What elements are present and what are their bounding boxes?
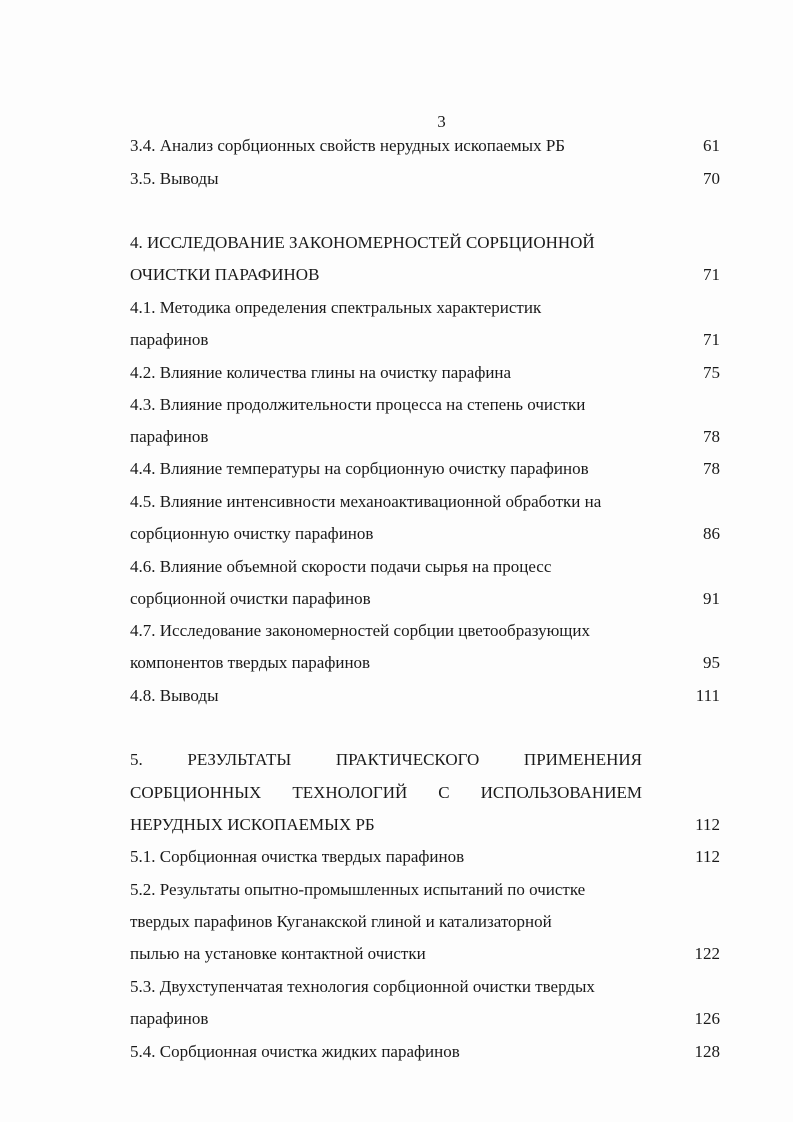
toc-chapter-heading: [130, 749, 642, 771]
toc-entry-title: 3.5. Выводы: [130, 169, 219, 188]
page-number: 3: [437, 112, 446, 131]
toc-heading-word: ИСПОЛЬЗОВАНИЕМ: [480, 783, 642, 802]
toc-entry-title: 4.3. Влияние продолжительности процесса на степень очистки: [130, 395, 586, 414]
toc-entry-page: 70: [703, 169, 720, 188]
toc-entry-page: 122: [694, 944, 720, 963]
toc-entry-title: парафинов: [130, 330, 209, 349]
toc-entry-title: компонентов твердых парафинов: [130, 653, 371, 672]
toc-entry-page: 78: [703, 459, 720, 478]
toc-entry-title: 4.6. Влияние объемной скорости подачи сырья на процесс: [130, 557, 552, 576]
toc-entry-title: ОЧИСТКИ ПАРАФИНОВ: [130, 265, 320, 284]
toc-entry-title: сорбционную очистку парафинов: [130, 524, 374, 543]
toc-entry-title: НЕРУДНЫХ ИСКОПАЕМЫХ РБ: [130, 815, 375, 834]
toc-entry-title: 5.4. Сорбционная очистка жидких парафинов: [130, 1042, 460, 1061]
toc-entry-page: 71: [703, 265, 720, 284]
toc-heading-word: 5.: [130, 750, 143, 769]
toc-entry-title: 5.3. Двухступенчатая технология сорбционной очистки твердых: [130, 977, 595, 996]
toc-entry-title: 4.7. Исследование закономерностей сорбции цветообразующих: [130, 621, 590, 640]
toc-heading-word: ПРАКТИЧЕСКОГО: [335, 750, 480, 769]
toc-entry-page: 95: [703, 653, 720, 672]
toc-entry-page: 61: [703, 136, 720, 155]
toc-entry-title: парафинов: [130, 427, 209, 446]
toc-entry-title: пылью на установке контактной очистки: [130, 944, 426, 963]
toc-entry-page: 111: [695, 686, 720, 705]
toc-heading-word: СОРБЦИОННЫХ: [130, 783, 262, 802]
toc-heading-word: РЕЗУЛЬТАТЫ: [187, 750, 292, 769]
toc-entry-title: 4.2. Влияние количества глины на очистку парафина: [130, 363, 512, 382]
toc-entry-title: 4.1. Методика определения спектральных характеристик: [130, 298, 542, 317]
toc-heading-word: С: [438, 783, 450, 802]
toc-entry-title: 3.4. Анализ сорбционных свойств нерудных ископаемых РБ: [130, 136, 566, 155]
toc-entry-page: 128: [694, 1042, 720, 1061]
toc-entry-page: 86: [703, 524, 720, 543]
toc-entry-page: 112: [695, 847, 720, 866]
toc-entry-page: 75: [703, 363, 720, 382]
toc-entry-title: 5.1. Сорбционная очистка твердых парафинов: [130, 847, 465, 866]
toc-entry-page: 71: [703, 330, 720, 349]
toc-entry-title: 5.2. Результаты опытно-промышленных испытаний по очистке: [130, 880, 586, 899]
toc-entry-title: 4.5. Влияние интенсивности механоактивационной обработки на: [130, 492, 602, 511]
toc-chapter-heading: [130, 782, 642, 804]
toc-entry-title: парафинов: [130, 1009, 209, 1028]
toc-entry-title: твердых парафинов Куганакской глиной и катализаторной: [130, 912, 552, 931]
toc-entry-title: 4.8. Выводы: [130, 686, 219, 705]
toc-entry-page: 112: [695, 815, 720, 834]
toc-entry-page: 126: [694, 1009, 720, 1028]
toc-entry-title: сорбционной очистки парафинов: [130, 589, 371, 608]
toc-heading-word: ТЕХНОЛОГИЙ: [292, 783, 408, 802]
toc-heading-word: ПРИМЕНЕНИЯ: [523, 750, 642, 769]
toc-entry-page: 78: [703, 427, 720, 446]
toc-entry-title: 4. ИССЛЕДОВАНИЕ ЗАКОНОМЕРНОСТЕЙ СОРБЦИОННОЙ: [130, 233, 595, 252]
toc-entry-page: 91: [703, 589, 720, 608]
toc-entry-title: 4.4. Влияние температуры на сорбционную очистку парафинов: [130, 459, 589, 478]
